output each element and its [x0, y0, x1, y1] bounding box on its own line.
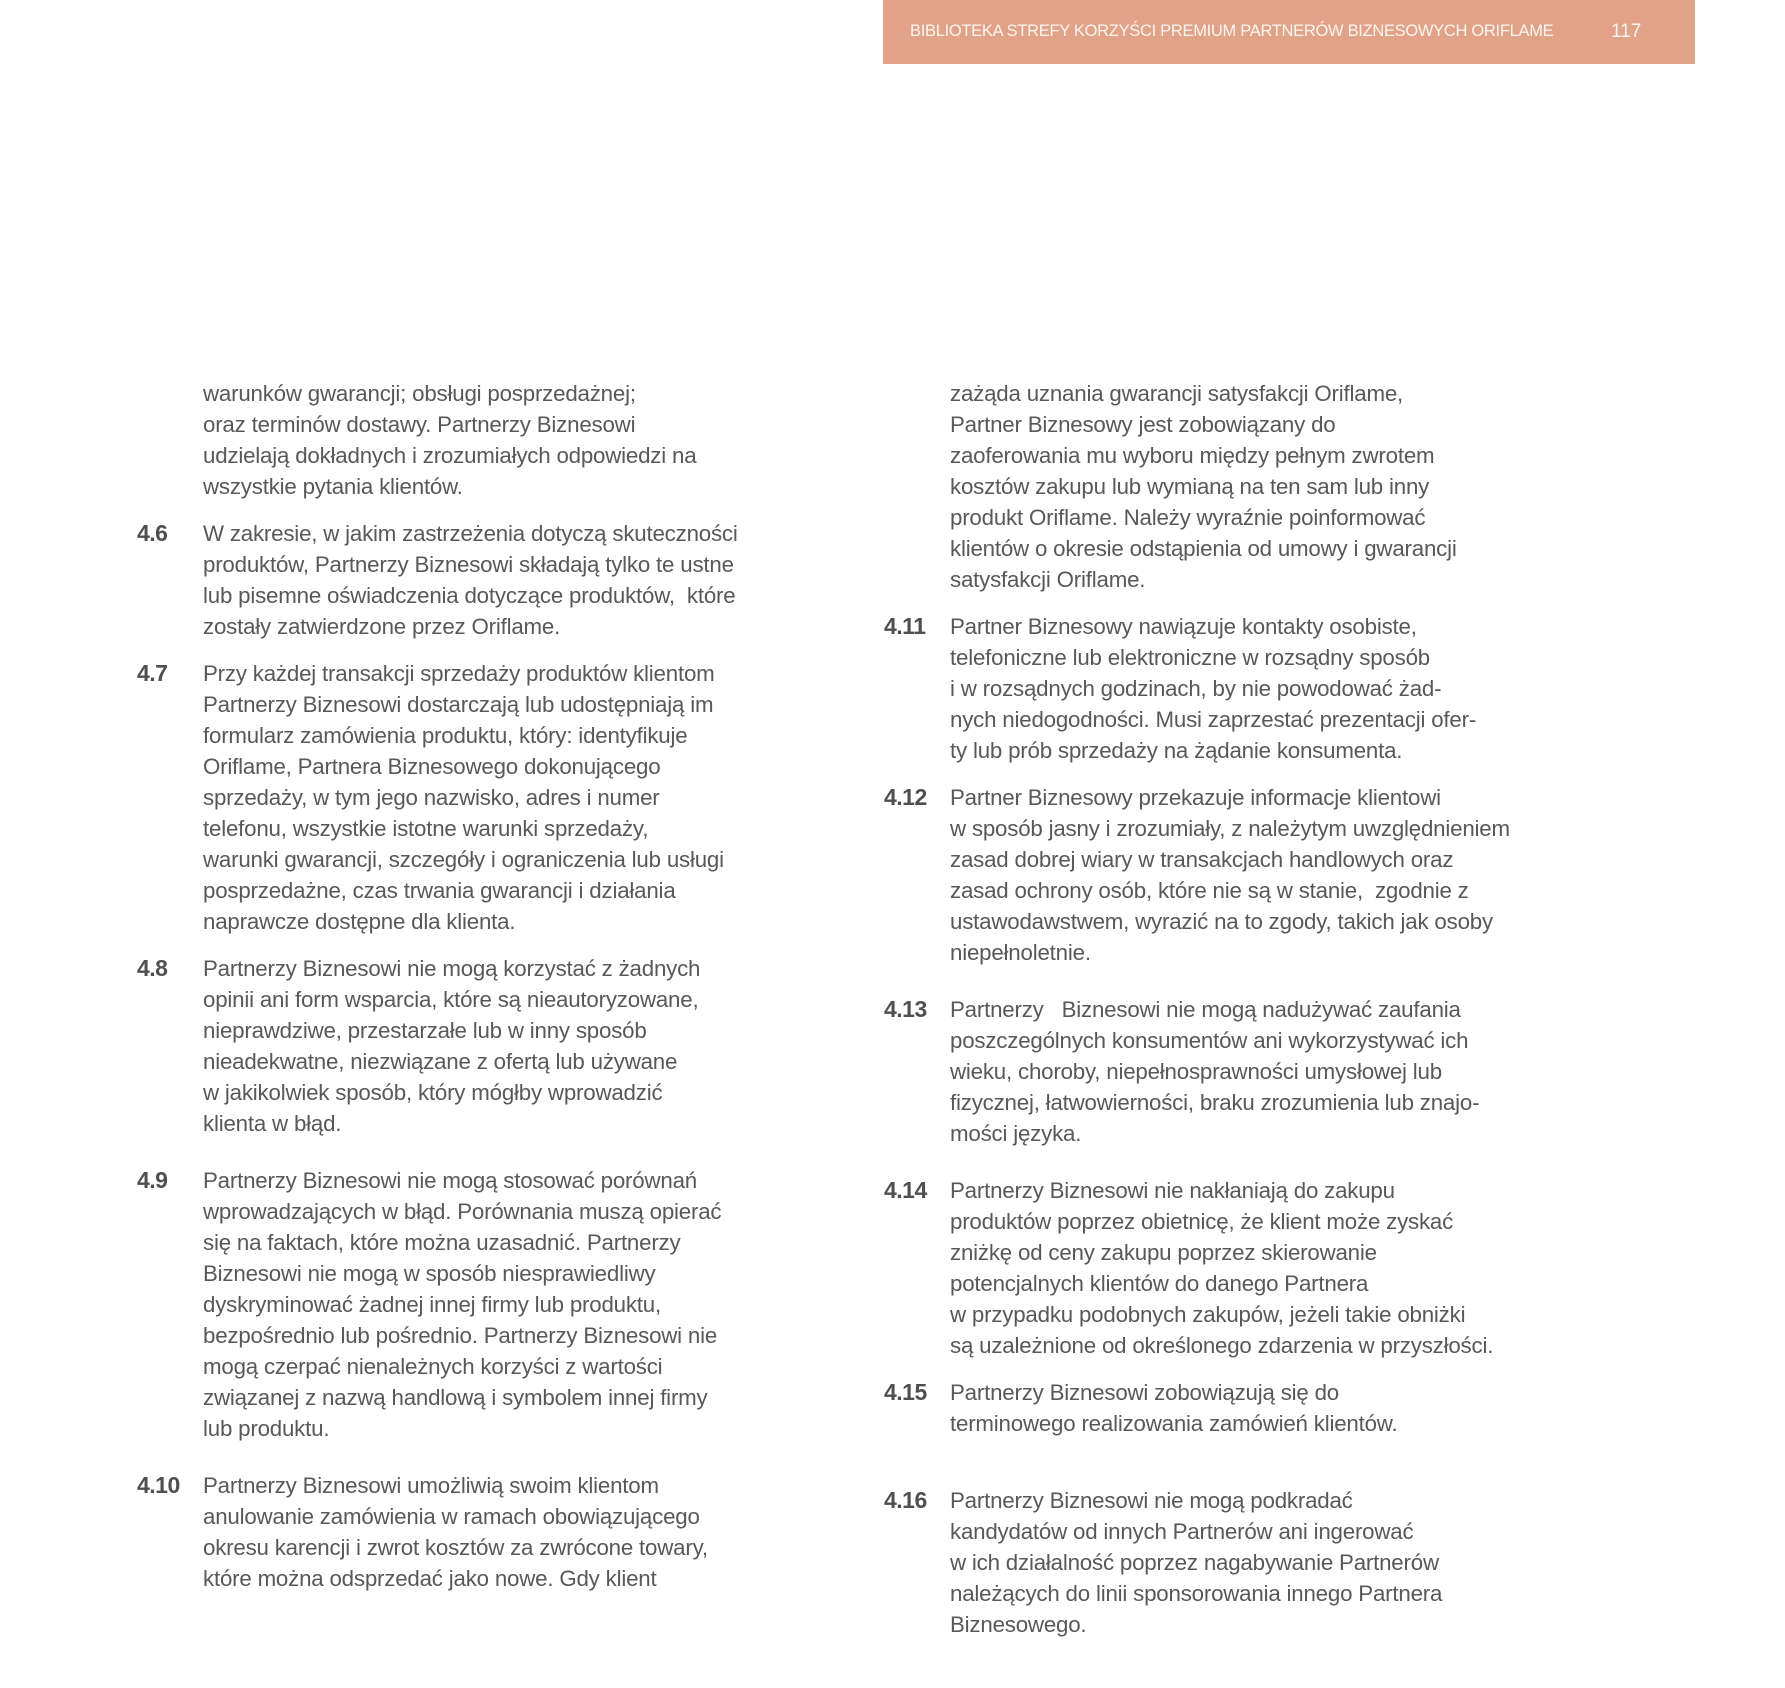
- text-line: produkt Oriflame. Należy wyraźnie poinformować: [950, 505, 1426, 530]
- clause-text: [203, 953, 700, 1139]
- clause-number: 4.9: [137, 1167, 168, 1193]
- clause-text: [950, 1485, 1442, 1640]
- text-line: mości języka.: [950, 1121, 1082, 1146]
- clause-4-11: [884, 611, 1604, 766]
- clause-number: 4.15: [884, 1379, 927, 1405]
- text-line: produktów poprzez obietnicę, że klient może zyskać: [950, 1209, 1454, 1234]
- text-line: Oriflame, Partnera Biznesowego dokonującego: [203, 754, 661, 779]
- text-line: lub pisemne oświadczenia dotyczące produktów, które: [203, 583, 736, 608]
- clause-number: 4.8: [137, 955, 168, 981]
- text-line: udzielają dokładnych i zrozumiałych odpowiedzi na: [203, 443, 697, 468]
- text-line: Biznesowego.: [950, 1612, 1087, 1637]
- clause-4-16: [884, 1485, 1604, 1640]
- text-line: Partnerzy Biznesowi nie mogą nadużywać zaufania: [950, 997, 1461, 1022]
- clause-text: [203, 1165, 721, 1444]
- text-line: telefoniczne lub elektroniczne w rozsądny sposób: [950, 645, 1430, 670]
- text-line: wszystkie pytania klientów.: [203, 474, 463, 499]
- text-line: zaoferowania mu wyboru między pełnym zwrotem: [950, 443, 1435, 468]
- text-line: w sposób jasny i zrozumiały, z należytym uwzględnieniem: [950, 816, 1510, 841]
- text-line: są uzależnione od określonego zdarzenia w przyszłości.: [950, 1333, 1494, 1358]
- clause-text: [203, 658, 724, 937]
- text-line: satysfakcji Oriflame.: [950, 567, 1146, 592]
- text-line: Partner Biznesowy nawiązuje kontakty osobiste,: [950, 614, 1417, 639]
- text-line: i w rozsądnych godzinach, by nie powodować żad-: [950, 676, 1442, 701]
- text-line: mogą czerpać nienależnych korzyści z wartości: [203, 1354, 663, 1379]
- text-line: w ich działalność poprzez nagabywanie Partnerów: [950, 1550, 1439, 1575]
- text-line: dyskryminować żadnej innej firmy lub produktu,: [203, 1292, 662, 1317]
- text-line: Przy każdej transakcji sprzedaży produktów klientom: [203, 661, 715, 686]
- clause-text: [950, 1175, 1493, 1361]
- clause-text: [203, 518, 738, 642]
- text-line: bezpośrednio lub pośrednio. Partnerzy Biznesowi nie: [203, 1323, 718, 1348]
- text-line: lub produktu.: [203, 1416, 330, 1441]
- text-line: Biznesowi nie mogą w sposób niesprawiedliwy: [203, 1261, 656, 1286]
- text-line: W zakresie, w jakim zastrzeżenia dotyczą skuteczności: [203, 521, 738, 546]
- text-line: niepełnoletnie.: [950, 940, 1091, 965]
- text-line: w przypadku podobnych zakupów, jeżeli takie obniżki: [950, 1302, 1466, 1327]
- text-line: nieprawdziwe, przestarzałe lub w inny sposób: [203, 1018, 647, 1043]
- clause-4-14: [884, 1175, 1604, 1361]
- text-line: ustawodawstwem, wyrazić na to zgody, takich jak osoby: [950, 909, 1493, 934]
- text-line: ty lub prób sprzedaży na żądanie konsumenta.: [950, 738, 1403, 763]
- clause-number: 4.16: [884, 1487, 927, 1513]
- clause-4-13: [884, 994, 1604, 1149]
- text-line: sprzedaży, w tym jego nazwisko, adres i numer: [203, 785, 660, 810]
- clause-text: [203, 1470, 708, 1594]
- text-line: zostały zatwierdzone przez Oriflame.: [203, 614, 561, 639]
- text-line: potencjalnych klientów do danego Partnera: [950, 1271, 1369, 1296]
- clause-number: 4.14: [884, 1177, 927, 1203]
- text-line: wprowadzających w błąd. Porównania muszą opierać: [203, 1199, 722, 1224]
- continuation-paragraph: [137, 378, 837, 502]
- text-line: Partnerzy Biznesowi nie mogą korzystać z żadnych: [203, 956, 701, 981]
- right-column: [884, 378, 1604, 1656]
- continuation-paragraph: [884, 378, 1604, 595]
- text-line: Partner Biznesowy jest zobowiązany do: [950, 412, 1336, 437]
- clause-text: [950, 611, 1476, 766]
- text-line: które można odsprzedać jako nowe. Gdy klient: [203, 1566, 657, 1591]
- clause-4-8: [137, 953, 837, 1139]
- clause-number: 4.11: [884, 613, 926, 639]
- text-line: zniżkę od ceny zakupu poprzez skierowanie: [950, 1240, 1377, 1265]
- clause-4-9: [137, 1165, 837, 1444]
- text-line: nieadekwatne, niezwiązane z ofertą lub używane: [203, 1049, 678, 1074]
- text-line: posprzedażne, czas trwania gwarancji i działania: [203, 878, 676, 903]
- text-line: opinii ani form wsparcia, które są nieautoryzowane,: [203, 987, 699, 1012]
- text-line: Partnerzy Biznesowi dostarczają lub udostępniają im: [203, 692, 714, 717]
- clause-number: 4.13: [884, 996, 927, 1022]
- clause-text: [950, 782, 1510, 968]
- header-band: [883, 0, 1695, 64]
- text-line: fizycznej, łatwowierności, braku zrozumienia lub znajo-: [950, 1090, 1480, 1115]
- header-title: BIBLIOTEKA STREFY KORZYŚCI PREMIUM PARTNERÓW BIZNESOWYCH ORIFLAME: [910, 22, 1554, 40]
- clause-4-15: [884, 1377, 1604, 1439]
- text-line: Partnerzy Biznesowi zobowiązują się do: [950, 1380, 1339, 1405]
- text-line: Partnerzy Biznesowi nie nakłaniają do zakupu: [950, 1178, 1395, 1203]
- text-line: Partnerzy Biznesowi nie mogą stosować porównań: [203, 1168, 697, 1193]
- left-column: [137, 378, 837, 1610]
- clause-4-10: [137, 1470, 837, 1594]
- text-line: wieku, choroby, niepełnosprawności umysłowej lub: [950, 1059, 1442, 1084]
- clause-number: 4.10: [137, 1472, 180, 1498]
- text-line: związanej z nazwą handlową i symbolem innej firmy: [203, 1385, 708, 1410]
- text-line: klienta w błąd.: [203, 1111, 342, 1136]
- text-line: warunków gwarancji; obsługi posprzedażnej;: [203, 381, 636, 406]
- text-line: formularz zamówienia produktu, który: identyfikuje: [203, 723, 688, 748]
- text-line: kandydatów od innych Partnerów ani ingerować: [950, 1519, 1414, 1544]
- text-line: poszczególnych konsumentów ani wykorzystywać ich: [950, 1028, 1469, 1053]
- text-line: okresu karencji i zwrot kosztów za zwrócone towary,: [203, 1535, 708, 1560]
- clause-number: 4.7: [137, 660, 168, 686]
- text-line: nych niedogodności. Musi zaprzestać prezentacji ofer-: [950, 707, 1477, 732]
- clause-4-7: [137, 658, 837, 937]
- text-line: anulowanie zamówienia w ramach obowiązującego: [203, 1504, 700, 1529]
- text-line: zasad dobrej wiary w transakcjach handlowych oraz: [950, 847, 1454, 872]
- text-line: telefonu, wszystkie istotne warunki sprzedaży,: [203, 816, 649, 841]
- text-line: naprawcze dostępne dla klienta.: [203, 909, 516, 934]
- text-line: w jakikolwiek sposób, który mógłby wprowadzić: [203, 1080, 663, 1105]
- text-line: zasad ochrony osób, które nie są w stanie, zgodnie z: [950, 878, 1469, 903]
- text-line: klientów o okresie odstąpienia od umowy i gwarancji: [950, 536, 1457, 561]
- text-line: Partnerzy Biznesowi nie mogą podkradać: [950, 1488, 1353, 1513]
- text-line: terminowego realizowania zamówień klientów.: [950, 1411, 1398, 1436]
- text-line: warunki gwarancji, szczegóły i ograniczenia lub usługi: [203, 847, 724, 872]
- text-line: produktów, Partnerzy Biznesowi składają tylko te ustne: [203, 552, 734, 577]
- text-line: Partnerzy Biznesowi umożliwią swoim klientom: [203, 1473, 659, 1498]
- text-line: zażąda uznania gwarancji satysfakcji Oriflame,: [950, 381, 1404, 406]
- clause-4-12: [884, 782, 1604, 968]
- clause-number: 4.6: [137, 520, 168, 546]
- text-line: się na faktach, które można uzasadnić. Partnerzy: [203, 1230, 681, 1255]
- text-line: kosztów zakupu lub wymianą na ten sam lub inny: [950, 474, 1430, 499]
- clause-text: [950, 1377, 1397, 1439]
- text-line: oraz terminów dostawy. Partnerzy Biznesowi: [203, 412, 636, 437]
- clause-number: 4.12: [884, 784, 927, 810]
- clause-text: [950, 994, 1479, 1149]
- page-number: 117: [1611, 21, 1642, 42]
- text-line: należących do linii sponsorowania innego Partnera: [950, 1581, 1443, 1606]
- clause-4-6: [137, 518, 837, 642]
- text-line: Partner Biznesowy przekazuje informacje klientowi: [950, 785, 1441, 810]
